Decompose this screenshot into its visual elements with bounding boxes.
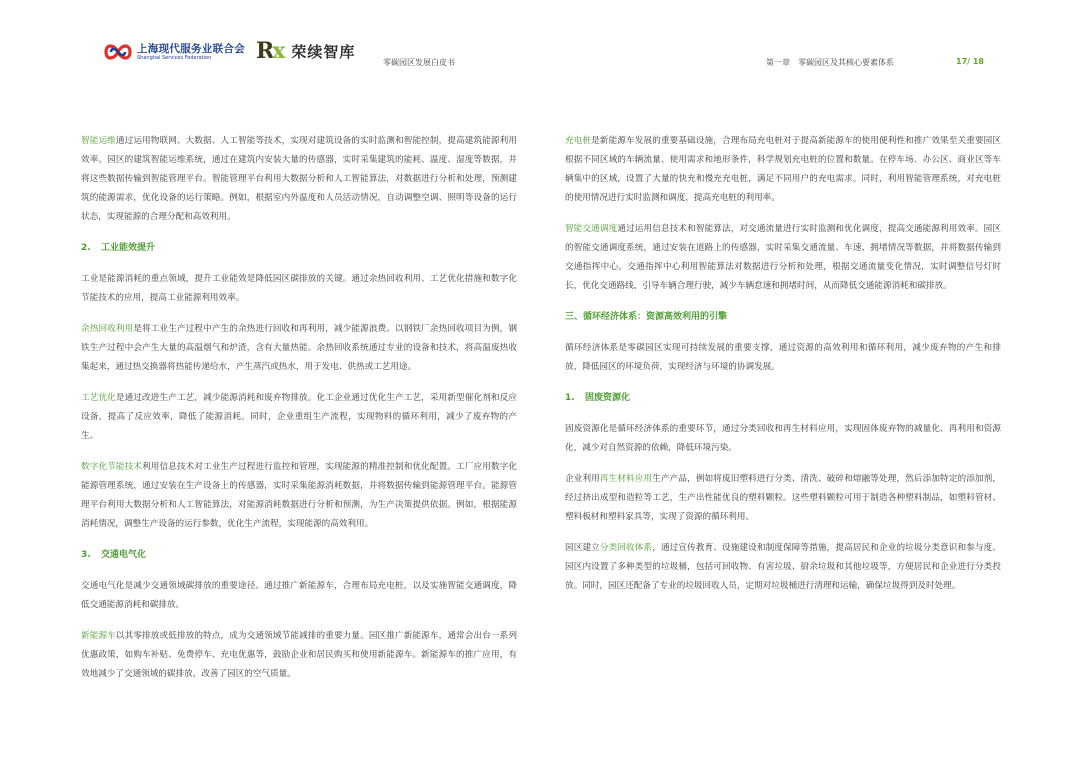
section-heading: 2. 工业能效提升 bbox=[81, 243, 156, 253]
federation-name-cn: 上海现代服务业联合会 bbox=[137, 42, 245, 55]
keyword: 余热回收利用 bbox=[81, 324, 134, 334]
section-heading: 3. 交通电气化 bbox=[81, 550, 147, 560]
paragraph-sorting: 园区建立分类回收体系，通过宣传教育、设施建设和制度保障等措施，提高居民和企业的垃圾分类意识和参与度。园区内设置了多种类型的垃圾桶，包括可回收物、有害垃圾、厨余垃圾和其他垃圾等，方便居民和企业进行分类投放。同时，园区还配备了专业的垃圾回收人员，定期对垃圾桶进行清理和运输，确保垃圾得到及时处理。 bbox=[565, 543, 1001, 591]
keyword: 分类回收体系 bbox=[599, 543, 653, 553]
paragraph: 固废资源化是循环经济体系的重要环节，通过分类回收和再生材料应用，实现固体废弃物的减量化、再利用和资源化，减少对自然资源的依赖，降低环境污染。 bbox=[565, 424, 1001, 453]
paragraph-charging: 充电桩是新能源车发展的重要基础设施，合理布局充电桩对于提高新能源车的使用便利性和推广效果至关重要园区根据不同区域的车辆流量、使用需求和地形条件，科学规划充电桩的位置和数量。在停车场、办公区、商业区等车辆集中的区域，设置了大量的快充和慢充充电桩，满足不同用户的充电需求。同时，利用智能管理系统，对充电桩的使用情况进行实时监测和调度，提高充电桩的利用率。 bbox=[565, 136, 1001, 203]
keyword: 新能源车 bbox=[81, 631, 116, 641]
paragraph: 交通电气化是减少交通领域碳排放的重要途径。通过推广新能源车，合理布局充电桩，以及实施智能交通调度，降低交通能源消耗和碳排放。 bbox=[81, 581, 517, 610]
document-title: 零碳园区发展白皮书 bbox=[383, 58, 455, 67]
left-column bbox=[81, 132, 517, 696]
keyword: 充电桩 bbox=[565, 136, 592, 146]
keyword: 工艺优化 bbox=[81, 393, 116, 403]
brand-name: 荣续智库 bbox=[291, 42, 356, 61]
federation-logo-icon bbox=[103, 40, 133, 64]
chapter-title: 第一章 零碳园区及其核心要素体系 bbox=[766, 58, 894, 67]
paragraph-recycled: 企业利用再生材料应用生产产品，例如将废旧塑料进行分类、清洗、破碎和熔融等处理，然后添加特定的添加剂，经过挤出成型和造粒等工艺，生产出性能优良的塑料颗粒。这些塑料颗粒可用于制造各种塑料制品，如塑料管材、塑料板材和塑料家具等，实现了资源的循环利用。 bbox=[565, 474, 1001, 522]
paragraph-smart-ops: 智能运维通过运用物联网、大数据、人工智能等技术，实现对建筑设备的实时监测和智能控制，提高建筑能源利用效率。园区的建筑智能运维系统，通过在建筑内安装大量的传感器，实时采集建筑的能耗、温度、湿度等数据，并将这些数据传输到智能管理平台。智能管理平台利用大数据分析和人工智能算法，对数据进行分析和处理，预测建筑的能源需求，优化设备的运行策略。例如，根据室内外温度和人员活动情况，自动调整空调、照明等设备的运行状态，实现能源的合理分配和高效利用。 bbox=[81, 136, 517, 222]
federation-logo bbox=[103, 40, 245, 64]
paragraph-nev: 新能源车以其零排放或低排放的特点，成为交通领域节能减排的重要力量。园区推广新能源车，通常会出台一系列优惠政策，如购车补贴、免费停车、充电优惠等，鼓励企业和居民购买和使用新能源车。新能源车的推广应用，有效地减少了交通领域的碳排放，改善了园区的空气质量。 bbox=[81, 631, 517, 679]
page-header bbox=[0, 0, 1080, 80]
keyword: 智能运维 bbox=[81, 136, 116, 146]
paragraph-process-opt: 工艺优化是通过改进生产工艺，减少能源消耗和废弃物排放。化工企业通过优化生产工艺，采用新型催化剂和反应设备，提高了反应效率，降低了能源消耗。同时，企业重组生产流程，实现物料的循环利用，减少了废弃物的产生。 bbox=[81, 393, 517, 441]
keyword: 再生材料应用 bbox=[599, 474, 653, 484]
paragraph: 循环经济体系是零碳园区实现可持续发展的重要支撑，通过资源的高效利用和循环利用，减少废弃物的产生和排放，降低园区的环境负荷，实现经济与环境的协调发展。 bbox=[565, 343, 1001, 372]
keyword: 数字化节能技术 bbox=[81, 462, 143, 472]
paragraph-digital-energy: 数字化节能技术利用信息技术对工业生产过程进行监控和管理，实现能源的精准控制和优化配置。工厂应用数字化能源管理系统，通过安装在生产设备上的传感器，实时采集能源消耗数据，并将数据传输到能源管理平台。能源管理平台利用大数据分析和人工智能算法，对能源消耗数据进行分析和预测，为生产决策提供依据。例如，根据能源消耗情况，调整生产设备的运行参数，优化生产流程，实现能源的高效利用。 bbox=[81, 462, 517, 529]
paragraph-waste-heat: 余热回收利用是将工业生产过程中产生的余热进行回收和再利用，减少能源浪费。以钢铁厂余热回收项目为例，钢铁生产过程中会产生大量的高温烟气和炉渣，含有大量热能。余热回收系统通过专业的设备和技术，将高温废热收集起来，通过热交换器将热能传递给水，产生蒸汽或热水，用于发电、供热或工艺用途。 bbox=[81, 324, 517, 372]
federation-name-en: Shanghai Services Federation bbox=[137, 54, 212, 61]
paragraph-traffic: 智能交通调度通过运用信息技术和智能算法，对交通流量进行实时监测和优化调度，提高交通能源利用效率。园区的智能交通调度系统，通过安装在道路上的传感器，实时采集交通流量、车速、拥堵情况等数据，并将数据传输到交通指挥中心。交通指挥中心利用智能算法对数据进行分析和处理，根据交通流量变化情况，实时调整信号灯时长，优化交通路线，引导车辆合理行驶，减少车辆怠速和拥堵时间，从而降低交通能源消耗和碳排放。 bbox=[565, 224, 1001, 291]
paragraph: 工业是能源消耗的重点领域，提升工业能效是降低园区碳排放的关键。通过余热回收利用、工艺优化措施和数字化节能技术的应用，提高工业能源利用效率。 bbox=[81, 274, 517, 303]
keyword: 智能交通调度 bbox=[565, 224, 618, 234]
section-heading: 1. 固废资源化 bbox=[565, 393, 631, 403]
page-number: 17/ 18 bbox=[956, 57, 984, 66]
right-column bbox=[565, 132, 1001, 608]
rongxu-logo bbox=[256, 39, 355, 63]
chapter-heading: 三、循环经济体系：资源高效利用的引擎 bbox=[565, 312, 728, 322]
rx-logo-icon: Rx bbox=[256, 38, 284, 64]
